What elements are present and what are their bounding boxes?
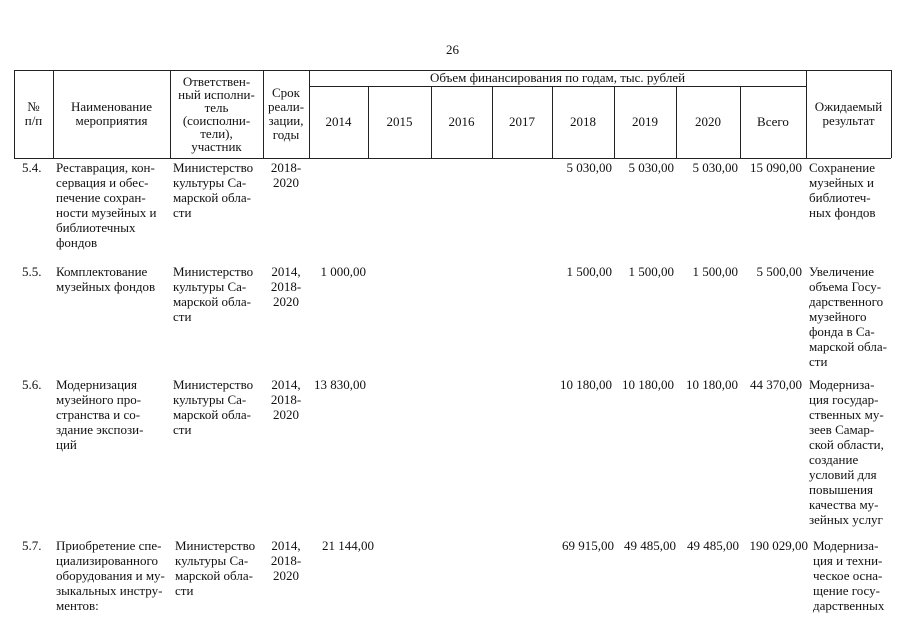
row-result: Модерниза- ция и техни- ческое осна- щение госу- дарственных — [813, 538, 885, 613]
row-value-2020: 1 500,00 — [692, 264, 738, 279]
row-term: 2018- 2020 — [270, 160, 302, 190]
row-result: Модерниза- ция государ- ственных му- зеев Самар- ской области, создание условий для повышения качества му- зейных услуг — [809, 377, 884, 527]
row-value-2019: 1 500,00 — [628, 264, 674, 279]
row-value-2018: 10 180,00 — [560, 377, 612, 392]
row-name: Модернизация музейного про- странства и со- здание экспози- ций — [56, 377, 144, 452]
row-value-2018: 1 500,00 — [566, 264, 612, 279]
header-total: Всего — [757, 114, 789, 129]
header-bottom-border — [14, 158, 891, 159]
row-executor: Министерство культуры Са- марской обла- сти — [173, 377, 254, 437]
row-value-2020: 49 485,00 — [687, 538, 739, 553]
row-value-2020: 10 180,00 — [686, 377, 738, 392]
row-result: Сохранение музейных и библиотеч- ных фондов — [809, 160, 876, 220]
row-value-2019: 49 485,00 — [624, 538, 676, 553]
row-name: Реставрация, кон- сервация и обес- печение сохран- ности музейных и библиотечных фондов — [56, 160, 157, 250]
row-term: 2014, 2018- 2020 — [270, 264, 302, 309]
row-value-2019: 10 180,00 — [622, 377, 674, 392]
row-name: Приобретение спе- циализированного оборудования и му- зыкальных инстру- ментов: — [56, 538, 165, 613]
header-year-2018: 2018 — [570, 114, 596, 129]
row-value-2019: 5 030,00 — [628, 160, 674, 175]
row-name: Комплектование музейных фондов — [56, 264, 156, 294]
row-value-2018: 69 915,00 — [562, 538, 614, 553]
row-value-2020: 5 030,00 — [692, 160, 738, 175]
row-value-2014: 13 830,00 — [314, 377, 366, 392]
header-term: Срок реали- зации, годы — [267, 85, 305, 142]
header-year-2019: 2019 — [632, 114, 658, 129]
row-term: 2014, 2018- 2020 — [270, 538, 302, 583]
header-year-2020: 2020 — [695, 114, 721, 129]
row-value-2014: 1 000,00 — [320, 264, 366, 279]
header-no: № п/п — [24, 99, 43, 128]
row-executor: Министерство культуры Са- марской обла- сти — [173, 160, 254, 220]
row-number: 5.6. — [22, 377, 42, 392]
header-name: Наименование мероприятия — [71, 99, 152, 128]
header-result: Ожидаемый результат — [814, 99, 883, 128]
col-divider — [891, 70, 892, 158]
page-number: 26 — [446, 42, 459, 57]
row-result: Увеличение объема Госу- дарственного музейного фонда в Са- марской обла- сти — [809, 264, 887, 369]
header-financing: Объем финансирования по годам, тыс. рублей — [429, 70, 686, 85]
row-term: 2014, 2018- 2020 — [270, 377, 302, 422]
row-value-total: 15 090,00 — [750, 160, 802, 175]
header-year-2014: 2014 — [325, 114, 352, 129]
row-executor: Министерство культуры Са- марской обла- сти — [175, 538, 256, 598]
row-value-total: 5 500,00 — [756, 264, 802, 279]
row-value-total: 190 029,00 — [749, 538, 808, 553]
row-number: 5.7. — [22, 538, 42, 553]
header-year-2016: 2016 — [448, 114, 475, 129]
row-executor: Министерство культуры Са- марской обла- сти — [173, 264, 254, 324]
row-value-total: 44 370,00 — [750, 377, 802, 392]
row-value-2018: 5 030,00 — [566, 160, 612, 175]
header-year-2017: 2017 — [509, 114, 535, 129]
header-executor: Ответствен- ный исполни- тель (соисполни- тели), участник — [178, 74, 255, 154]
row-number: 5.5. — [22, 264, 42, 279]
row-number: 5.4. — [22, 160, 42, 175]
row-value-2014: 21 144,00 — [322, 538, 374, 553]
header-year-2015: 2015 — [386, 114, 413, 129]
